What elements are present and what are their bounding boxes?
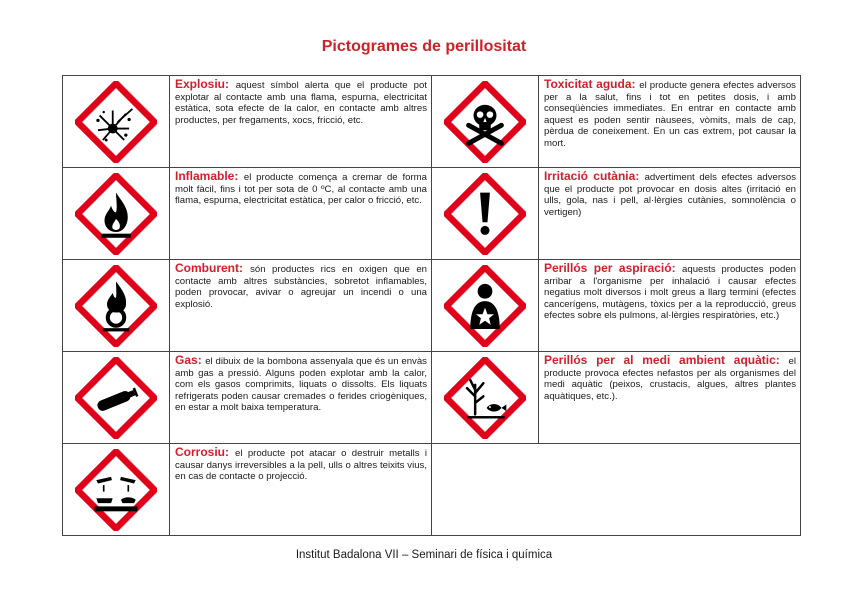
pictogram-cell (63, 352, 170, 444)
hazard-heading: Comburent: (175, 261, 243, 275)
hazard-heading: Irritació cutània (544, 169, 636, 183)
hazard-heading: Toxicitat aguda (544, 77, 632, 91)
page-footer: Institut Badalona VII – Seminari de física i química (295, 549, 553, 561)
table-row (63, 444, 801, 536)
hazard-heading: Perillós per aspiració (544, 261, 672, 275)
exclamation-icon (444, 173, 526, 255)
skull-crossbones-icon (444, 81, 526, 163)
description-cell: Gas: el dibuix de la bombona assenyala que és un envàs amb gas a pressió. Alguns poden explotar amb la calor, com els gasos comprimits, liquats o dissolts. Els liquats refrigerats poden causar cremades o ferides criogèniques, en estar a molt baixa temperatura. (170, 352, 432, 444)
hazard-heading: Inflamable (175, 169, 235, 183)
hazard-description: el producte provoca efectes nefastos per als organismes del medi aquàtic (peixos, crustacis, algues, altres plantes aquàtiques, etc.). (544, 356, 796, 402)
hazard-description: el producte comença a cremar de forma molt fàcil, fins i tot per sota de 0 ºC, al contacte amb una flama, espurna, electricitat estàtica, per calor o fricció, etc. (175, 172, 427, 207)
description-cell (170, 260, 432, 352)
hazard-description: el producte genera efectes adversos per a la salut, fins i tot en petites dosis, i amb conseqüències immediates. En entrar en contacte amb aquest es poden sentir nàusees, vòmits, mals de cap, pèrdua de coneixement. En un cas extrem, pot causar la mort. (544, 80, 796, 149)
pictogram-cell (63, 260, 170, 352)
flame-over-circle-icon (75, 265, 157, 347)
pictogram-cell (432, 76, 539, 168)
table-row (63, 352, 801, 444)
hazard-description: aquest símbol alerta que el producte pot explotar al contacte amb una flama, espurna, electricitat estàtica, sota efecte de la calor, en contacte amb altres productes, per fregaments, xocs, fricció, etc. (175, 80, 427, 126)
pictogram-cell (432, 260, 539, 352)
health-hazard-icon (444, 265, 526, 347)
page-title: Pictogrames de perillositat (321, 38, 527, 55)
pictogram-cell (432, 352, 539, 444)
hazard-description: advertiment dels efectes adversos que el producte pot provocar en dosis altes (irritació en ulls, gola, nas i pell, al·lèrgies cutànies, somnolència o vertigen) (544, 172, 796, 218)
hazard-description: aquests productes poden arribar a l'organisme per inhalació i causar efectes negatius molt diversos i molt greus a llarg termini (efectes cancerígens, mutàgens, tòxics per a la reproducció, greus efectes sobre els pulmons, al·lèrgies respiratòries, etc.) (544, 264, 796, 322)
pictogram-cell (63, 444, 170, 536)
hazard-heading: Corrosiu (175, 445, 226, 459)
environment-hazard-icon (444, 357, 526, 439)
corrosion-icon (75, 449, 157, 531)
description-cell: Inflamable: el producte comença a cremar de forma molt fàcil, fins i tot per sota de 0 ºC, al contacte amb una flama, espurna, electricitat estàtica, per calor o fricció, etc. (170, 168, 432, 260)
pictogram-cell (63, 76, 170, 168)
table-row (63, 76, 801, 168)
description-cell: Corrosiu: el producte pot atacar o destruir metalls i causar danys irreversibles a la pell, ulls o altres teixits vius, en cas de contacte o projecció. (170, 444, 432, 536)
description-cell: Irritació cutània: advertiment dels efectes adversos que el producte pot provocar en dosis altes (irritació en ulls, gola, nas i pell, al·lèrgies cutànies, somnolència o vertigen) (539, 168, 801, 260)
hazard-table (62, 75, 801, 536)
pictogram-cell (432, 168, 539, 260)
empty-cell (539, 444, 801, 536)
flame-icon (75, 173, 157, 255)
hazard-heading: Explosiu (175, 77, 226, 91)
description-cell: Perillós per aspiració: aquests productes poden arribar a l'organisme per inhalació i causar efectes negatius molt diversos i molt greus a llarg termini (efectes cancerígens, mutàgens, tòxics per a la reproducció, greus efectes sobre els pulmons, al·lèrgies respiratòries, etc.) (539, 260, 801, 352)
table-row (63, 260, 801, 352)
description-cell: Perillós per al medi ambient aquàtic: el producte provoca efectes nefastos per als organismes del medi aquàtic (peixos, crustacis, algues, altres plantes aquàtiques, etc.). (539, 352, 801, 444)
gas-cylinder-icon (75, 357, 157, 439)
hazard-heading: Perillós per al medi ambient aquàtic (544, 353, 776, 367)
hazard-description: són productes rics en oxigen que en contacte amb altres substàncies, sobretot inflamables, poden provocar, avivar o agreujar un incendi o una explosió. (175, 264, 427, 310)
empty-cell (432, 444, 539, 536)
exploding-bomb-icon (75, 81, 157, 163)
hazard-heading: Gas (175, 353, 198, 367)
hazard-description: el dibuix de la bombona assenyala que és un envàs amb gas a pressió. Alguns poden explotar amb la calor, com els gasos comprimits, liquats o dissolts. Els liquats refrigerats poden causar cremades o ferides criogèniques, en estar a molt baixa temperatura. (175, 356, 427, 414)
description-cell: Toxicitat aguda: el producte genera efectes adversos per a la salut, fins i tot en petites dosis, i amb conseqüències immediates. En entrar en contacte amb aquest es poden sentir nàusees, vòmits, mals de cap, pèrdua de coneixement. En un cas extrem, pot causar la mort. (539, 76, 801, 168)
hazard-description: el producte pot atacar o destruir metalls i causar danys irreversibles a la pell, ulls o altres teixits vius, en cas de contacte o projecció. (175, 448, 427, 483)
description-cell: Explosiu: aquest símbol alerta que el producte pot explotar al contacte amb una flama, espurna, electricitat estàtica, sota efecte de la calor, en contacte amb altres productes, per fregaments, xocs, fricció, etc. (170, 76, 432, 168)
table-row (63, 168, 801, 260)
pictogram-cell (63, 168, 170, 260)
